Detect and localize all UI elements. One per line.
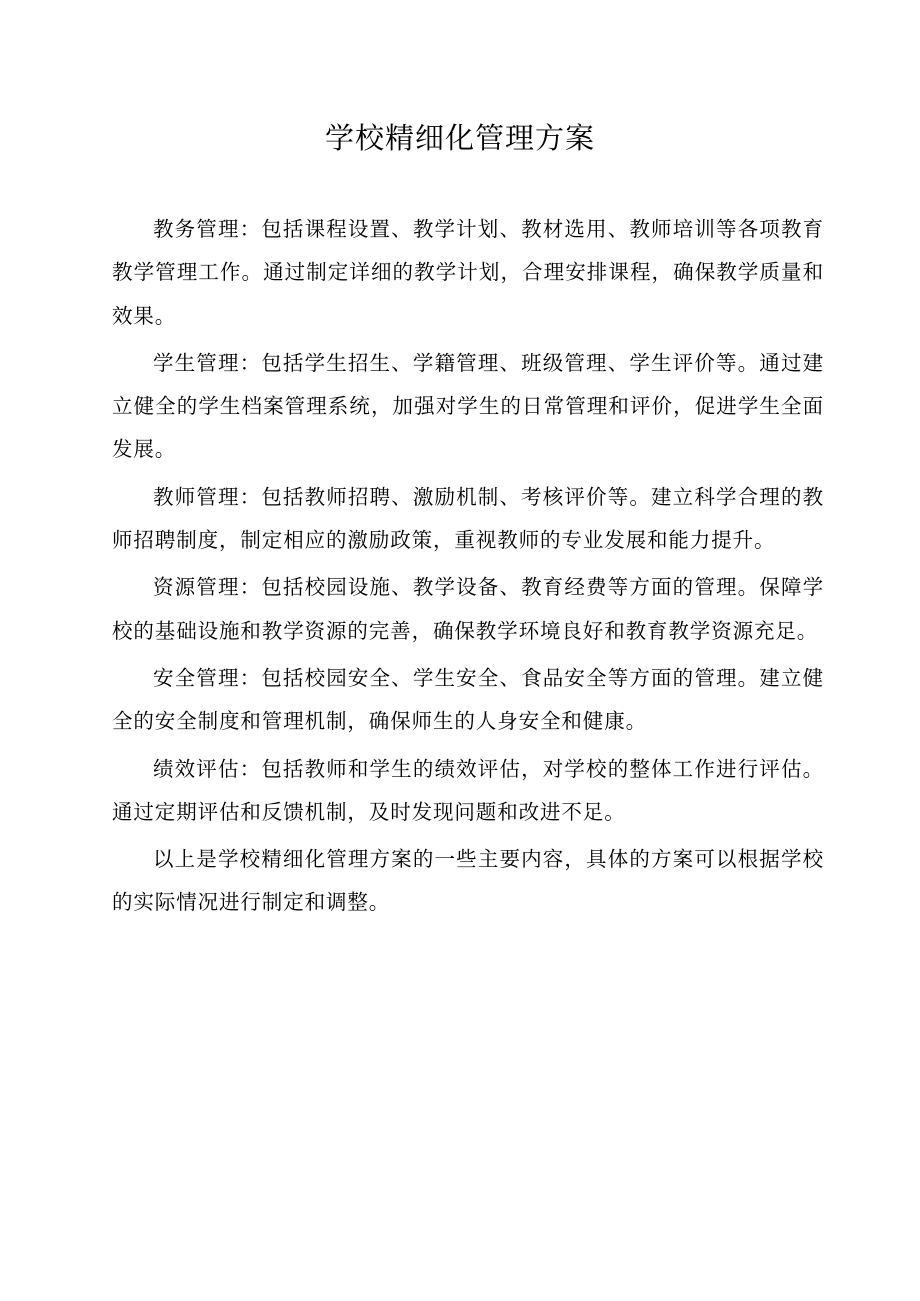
paragraph-conclusion: 以上是学校精细化管理方案的一些主要内容，具体的方案可以根据学校的实际情况进行制定和调整。	[112, 847, 824, 915]
document-title: 学校精细化管理方案	[324, 121, 595, 155]
paragraph-performance-evaluation: 绩效评估：包括教师和学生的绩效评估，对学校的整体工作进行评估。通过定期评估和反馈机制，及时发现问题和改进不足。	[112, 756, 824, 824]
paragraph-student-management: 学生管理：包括学生招生、学籍管理、班级管理、学生评价等。通过建立健全的学生档案管理系统，加强对学生的日常管理和评价，促进学生全面发展。	[112, 350, 824, 462]
paragraph-safety-management: 安全管理：包括校园安全、学生安全、食品安全等方面的管理。建立健全的安全制度和管理机制，确保师生的人身安全和健康。	[112, 665, 824, 734]
document-body	[112, 208, 824, 929]
paragraph-academic-affairs: 教务管理：包括课程设置、教学计划、教材选用、教师培训等各项教育教学管理工作。通过制定详细的教学计划，合理安排课程，确保教学质量和效果。	[112, 217, 824, 328]
paragraph-resource-management: 资源管理：包括校园设施、教学设备、教育经费等方面的管理。保障学校的基础设施和教学资源的完善，确保教学环境良好和教育教学资源充足。	[112, 575, 824, 643]
paragraph-teacher-management: 教师管理：包括教师招聘、激励机制、考核评价等。建立科学合理的教师招聘制度，制定相应的激励政策，重视教师的专业发展和能力提升。	[112, 484, 824, 553]
